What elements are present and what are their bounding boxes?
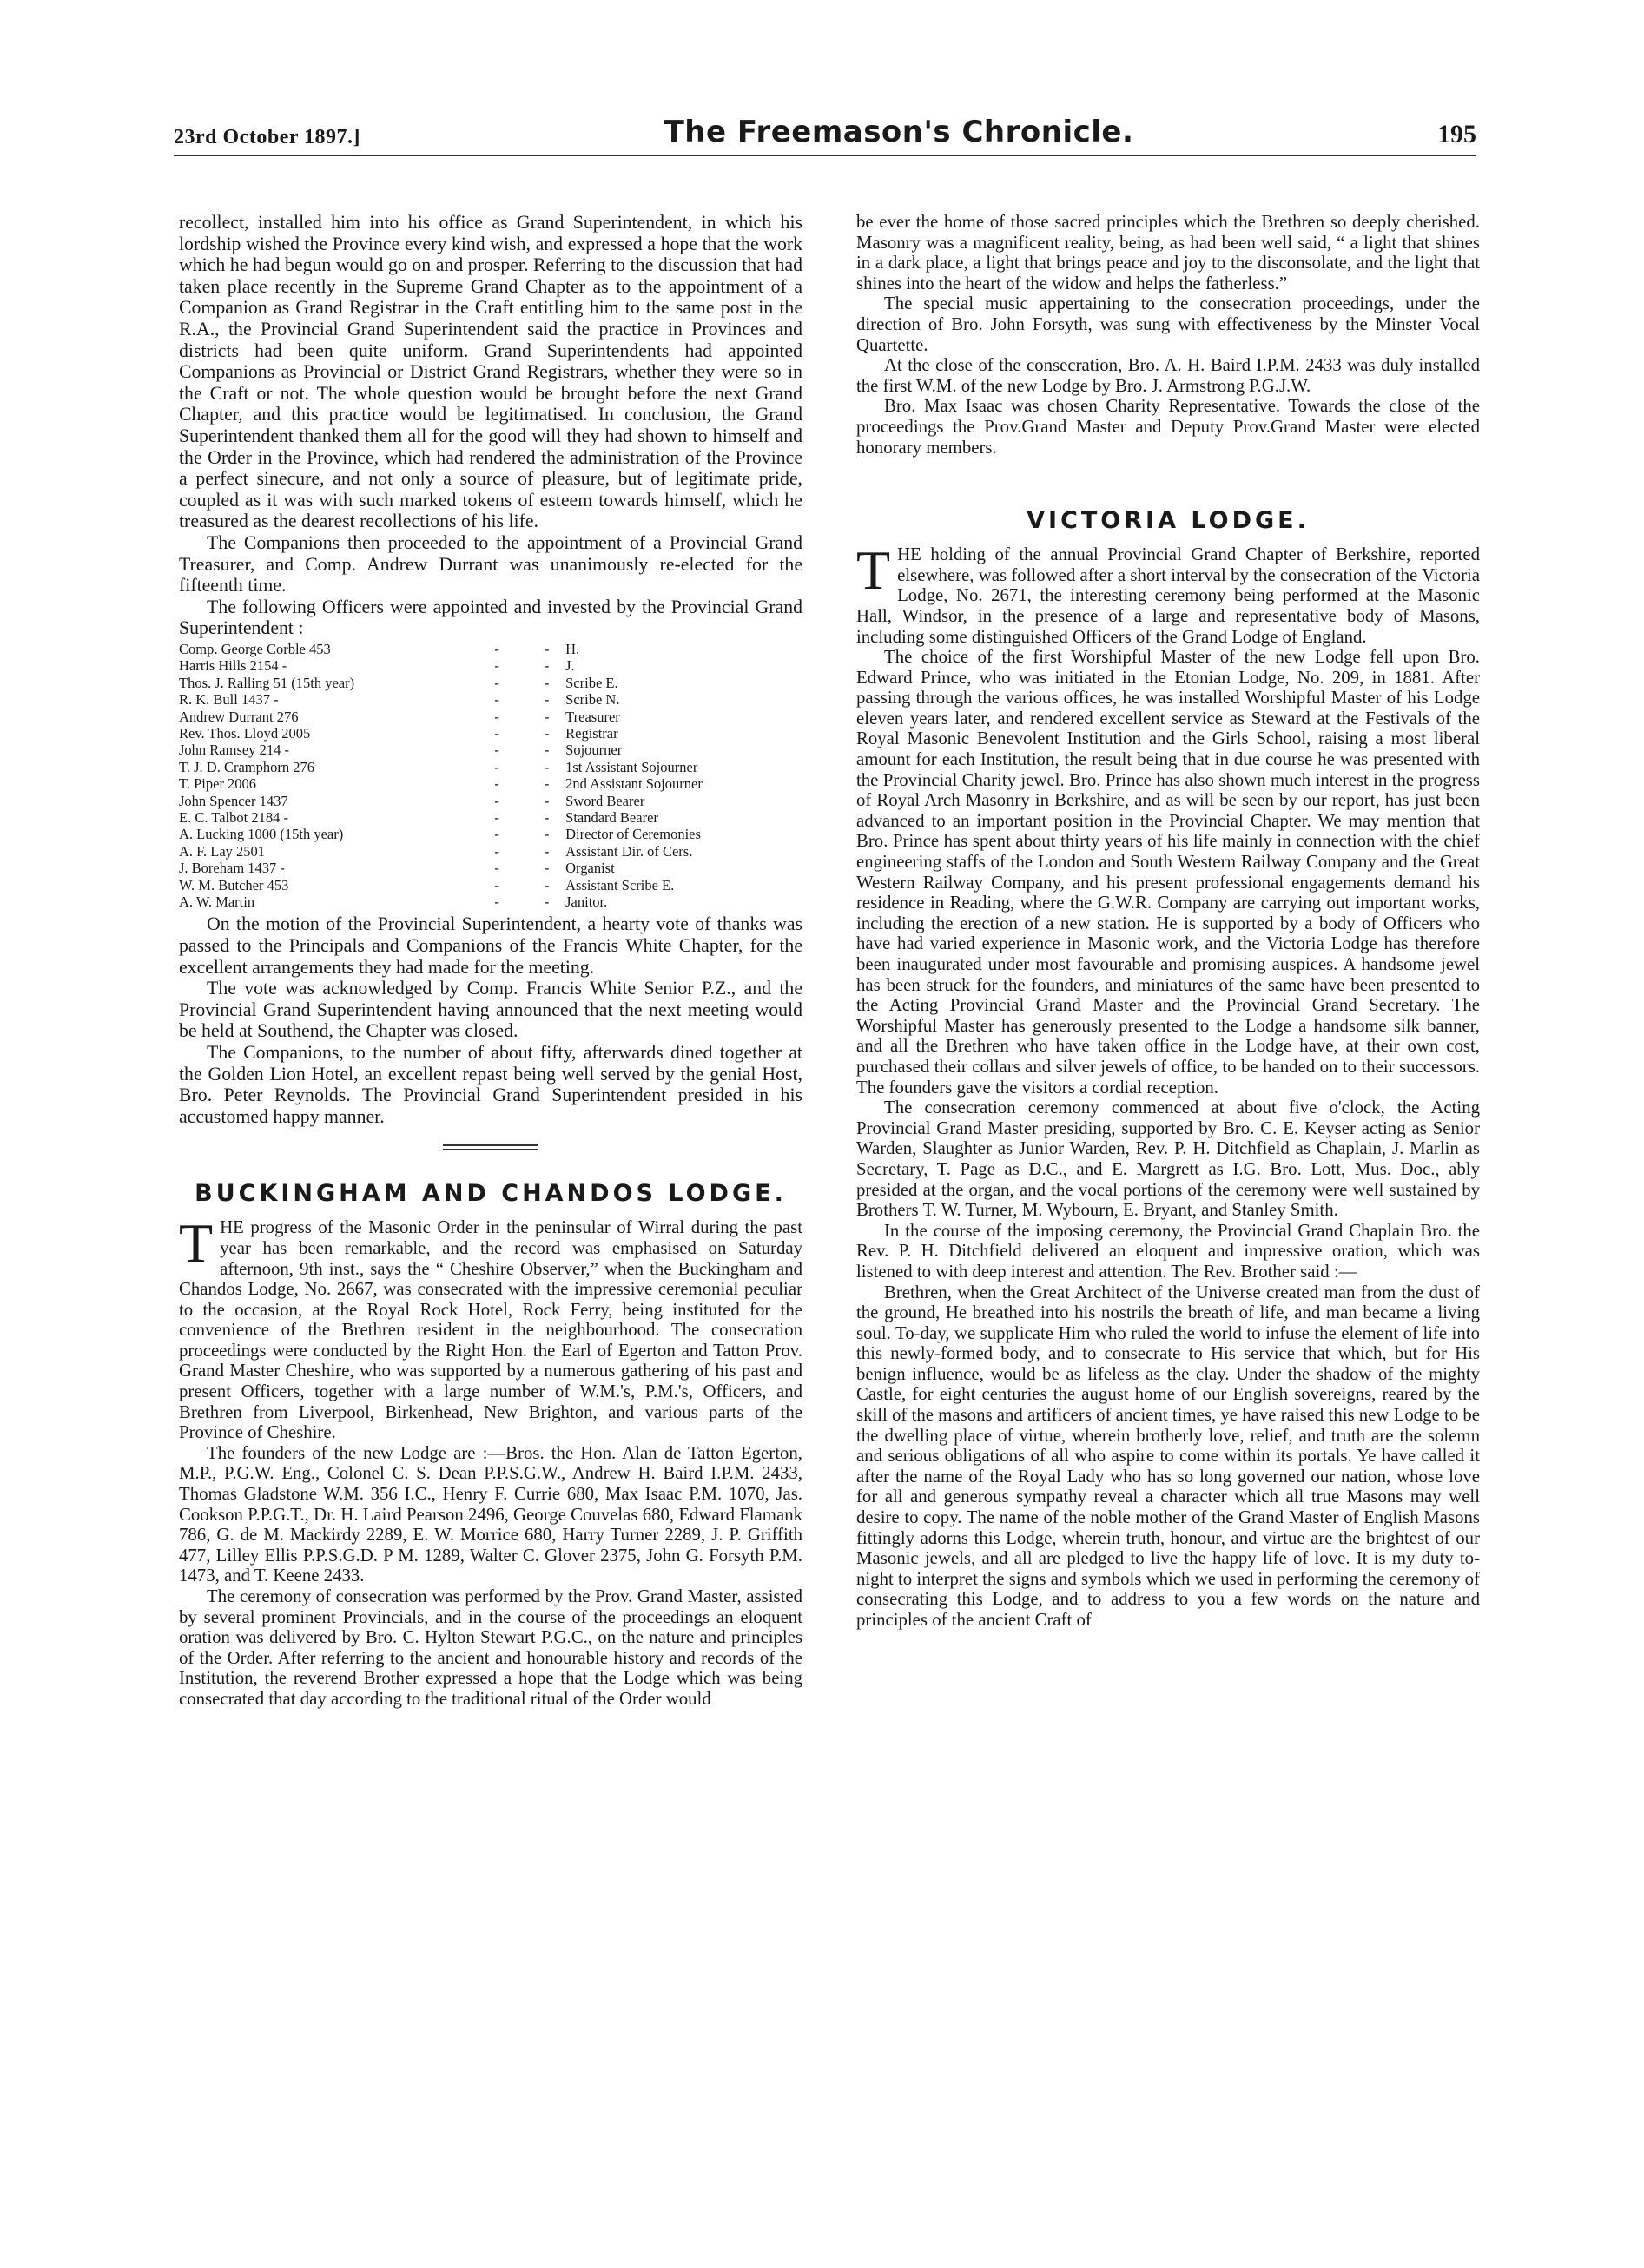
officer-office: Janitor. [565, 893, 608, 910]
officer-name: E. C. Talbot 2184 - [179, 808, 288, 826]
officer-leader: - [544, 640, 550, 657]
officer-leader: - [494, 842, 499, 860]
article-paragraph: The choice of the first Worshipful Master of the new Lodge fell upon Bro. Edward Prince, who was initiated in the Etonian Lodge, No. 209, in 1881. After passing through the various offices, he was installed Worshipful Master of his Lodge eleven years later, and rendered excellent service as Steward at the Festivals of the Royal Masonic Benevolent Institution and the Girls School, raising a most liberal amount for each Institution, the result being that in due course he was presented with the Provincial Charity jewel. Bro. Prince has also shown much interest in the progress of Royal Arch Masonry in Berkshire, and as will be seen by our report, has just been advanced to an important position in the Provincial Chapter. We may mention that Bro. Prince has spent about thirty years of his life mainly in connection with the chief engineering staffs of the London and South Western Railway Company and the Great Western Railway Company, and his present professional engagements demand his residence in Reading, where the G.W.R. Company are carrying out important works, including the erection of a new station. He is supported by a body of Officers who have had varied experience in Masonic work, and the Victoria Lodge has therefore been inaugurated under most favourable and promising auspices. A handsome jewel has been struck for the founders, and miniatures of the same have been presented to the Acting Provincial Grand Master and the Provincial Grand Secretary. The Worshipful Master has generously presented to the Lodge a handsome silk banner, and all the Brethren who have taken office in the Lodge have, at their own cost, purchased their collars and silver jewels of office, to be handed on to their successors. The founders gave the visitors a cordial reception. [856, 647, 1480, 1098]
officer-name: A. F. Lay 2501 [179, 842, 266, 860]
issue-date: 23rd October 1897.] [174, 126, 361, 148]
masthead-title: The Freemason's Chronicle. [664, 115, 1134, 149]
officer-leader: - [544, 860, 550, 877]
officer-leader: - [544, 674, 550, 691]
officer-office: Standard Bearer [565, 808, 658, 826]
article-paragraph: At the close of the consecration, Bro. A. H. Baird I.P.M. 2433 was duly installed the first W.M. of the new Lodge by Bro. J. Armstrong P.G.J.W. [856, 355, 1480, 396]
officer-office: Sojourner [565, 742, 623, 759]
page-number: 195 [1436, 120, 1476, 148]
officer-leader: - [494, 674, 499, 691]
officer-name: T. J. D. Cramphorn 276 [179, 758, 314, 775]
officer-name: Thos. J. Ralling 51 (15th year) [179, 674, 355, 691]
officer-row [179, 893, 802, 910]
officer-row [179, 691, 802, 708]
officer-name: W. M. Butcher 453 [179, 876, 289, 893]
article-paragraph: THE progress of the Masonic Order in the peninsular of Wirral during the past year has been remarkable, and the record was emphasised on Saturday afternoon, 9th inst., says the “ Cheshire Observer,” when the Buckingham and Chandos Lodge, No. 2667, was consecrated with the impressive ceremonial peculiar to the occasion, at the Royal Rock Hotel, Rock Ferry, being instituted for the convenience of the Brethren resident in the neighbourhood. The consecration proceedings were conducted by the Right Hon. the Earl of Egerton and Tatton Prov. Grand Master Cheshire, who was supported by a numerous gathering of his past and present Officers, together with a large number of W.M.'s, P.M.'s, Officers, and Brethren from Liverpool, Birkenhead, New Brighton, and various parts of the Province of Cheshire. [179, 1212, 802, 1443]
officer-leader: - [494, 876, 499, 893]
section-heading-victoria: VICTORIA LODGE. [1027, 507, 1310, 535]
officer-row [179, 793, 802, 809]
section-heading-buckingham: BUCKINGHAM AND CHANDOS LODGE. [195, 1180, 787, 1208]
officers-table [179, 641, 802, 911]
officer-name: A. W. Martin [179, 893, 255, 910]
officer-leader: - [494, 792, 499, 809]
officer-row [179, 759, 802, 775]
article-paragraph: On the motion of the Provincial Superintendent, a hearty vote of thanks was passed to the Principals and Companions of the Francis White Chapter, for the excellent arrangements they had made for the meeting. [179, 913, 802, 978]
officer-leader: - [494, 808, 499, 826]
officer-leader: - [544, 742, 550, 759]
officer-leader: - [544, 876, 550, 893]
officer-leader: - [544, 893, 550, 910]
officer-name: Andrew Durrant 276 [179, 708, 299, 725]
officer-office: Scribe N. [565, 691, 620, 709]
officer-row [179, 843, 802, 860]
officer-office: 1st Assistant Sojourner [565, 758, 698, 775]
drop-cap: T [179, 1212, 214, 1275]
officer-row [179, 742, 802, 758]
article-paragraph: recollect, installed him into his office as Grand Superintendent, in which his lordship wished the Province every kind wish, and expressed a hope that the work which he had begun would go on and prosper. Referring to the discussion that had taken place recently in the Supreme Grand Chapter as to the appointment of a Companion as Grand Registrar in the Craft entitling him to the same post in the R.A., the Provincial Grand Superintendent said the practice in Provinces and districts had been quite uniform. Grand Superintendents had appointed Companions as Provincial or District Grand Registrars, whether they were so in the Craft or not. The whole question would be brought before the next Grand Chapter, and this practice would be legitimatised. In conclusion, the Grand Superintendent thanked them all for the good will they had shown to himself and the Order in the Province, which had rendered the administration of the Province a perfect sinecure, and not only a source of pleasure, but of legitimate pride, coupled as it was with such marked tokens of esteem towards himself, which he treasured as the dearest recollections of his life. [179, 212, 802, 532]
article-paragraph: The Companions then proceeded to the appointment of a Provincial Grand Treasurer, and Comp. Andrew Durrant was unanimously re-elected for the fifteenth time. [179, 531, 802, 597]
officer-name: Comp. George Corble 453 [179, 640, 331, 657]
article-paragraph: Bro. Max Isaac was chosen Charity Representative. Towards the close of the proceedings the Prov.Grand Master and Deputy Prov.Grand Master were elected honorary members. [856, 396, 1480, 458]
officer-office: Organist [565, 860, 615, 877]
article-paragraph: The founders of the new Lodge are :—Bros. the Hon. Alan de Tatton Egerton, M.P., P.G.W. Eng., Colonel C. S. Dean P.P.S.G.W., Andrew H. Baird I.P.M. 2433, Thomas Gladstone W.M. 356 I.C., Henry F. Currie 680, Max Isaac P.M. 1070, Jas. Cookson P.P.G.T., Dr. H. Laird Pearson 2496, George Couvelas 680, Edward Flamank 786, G. de M. Mackirdy 2289, E. W. Morrice 680, Harry Turner 2289, J. P. Griffith 477, Lilley Ellis P.P.S.G.D. P M. 1289, Walter C. Glover 2375, John G. Forsyth P.M. 1473, and T. Keene 2433. [179, 1442, 802, 1586]
officer-office: Assistant Scribe E. [565, 876, 675, 893]
officer-leader: - [494, 657, 499, 675]
officer-name: Rev. Thos. Lloyd 2005 [179, 724, 311, 742]
officer-row [179, 725, 802, 742]
left-column [179, 212, 802, 1710]
officer-name: T. Piper 2006 [179, 775, 257, 793]
article-paragraph: The consecration ceremony commenced at about five o'clock, the Acting Provincial Grand Master presiding, supported by Bro. C. E. Keyser acting as Senior Warden, Slaughter as Junior Warden, Rev. P. H. Ditchfield as Chaplain, J. Marlin as Secretary, T. Page as D.C., and E. Margrett as I.G. Bro. Lott, Mus. Doc., ably presided at the organ, and the vocal portions of the ceremony were well sustained by Brothers T. W. Turner, M. Wybourn, E. Bryant, and Stanley Smith. [856, 1098, 1480, 1221]
officer-row [179, 657, 802, 674]
officer-leader: - [494, 775, 499, 793]
officer-office: H. [565, 640, 580, 657]
officer-office: Registrar [565, 724, 618, 742]
officer-row [179, 675, 802, 691]
officer-row [179, 860, 802, 876]
officer-row [179, 775, 802, 792]
article-paragraph: The vote was acknowledged by Comp. Francis White Senior P.Z., and the Provincial Grand Superintendent having announced that the next meeting would be held at Southend, the Chapter was closed. [179, 978, 802, 1042]
officer-leader: - [494, 724, 499, 742]
officer-leader: - [544, 724, 550, 742]
officer-office: Sword Bearer [565, 792, 645, 809]
officer-name: John Ramsey 214 - [179, 742, 289, 759]
officer-row [179, 709, 802, 725]
officer-name: Harris Hills 2154 - [179, 657, 287, 675]
officer-office: Director of Ceremonies [565, 826, 701, 843]
officer-leader: - [494, 758, 499, 775]
officer-row [179, 641, 802, 657]
right-column [856, 212, 1480, 1631]
officer-leader: - [494, 708, 499, 725]
officer-office: Treasurer [565, 708, 620, 725]
article-paragraph: The ceremony of consecration was performed by the Prov. Grand Master, assisted by several prominent Provincials, and in the course of the proceedings an eloquent oration was delivered by Bro. C. Hylton Stewart P.G.C., on the nature and principles of the Order. After referring to the ancient and honourable history and records of the Institution, the reverend Brother expressed a hope that the Lodge which was being consecrated that day according to the traditional ritual of the Order would [179, 1586, 802, 1709]
officer-leader: - [544, 657, 550, 675]
officer-leader: - [544, 842, 550, 860]
officer-leader: - [544, 775, 550, 793]
officer-office: Assistant Dir. of Cers. [565, 842, 693, 860]
article-paragraph: The following Officers were appointed and invested by the Provincial Grand Superintendent : [179, 596, 802, 639]
officer-leader: - [544, 792, 550, 809]
article-paragraph: The special music appertaining to the consecration proceedings, under the direction of Bro. John Forsyth, was sung with effectiveness by the Minster Vocal Quartette. [856, 293, 1480, 355]
article-paragraph: The Companions, to the number of about fifty, afterwards dined together at the Golden Lion Hotel, an excellent repast being well served by the genial Host, Bro. Peter Reynolds. The Provincial Grand Superintendent presided in his accustomed happy manner. [179, 1041, 802, 1127]
officer-leader: - [494, 691, 499, 709]
article-paragraph: In the course of the imposing ceremony, the Provincial Grand Chaplain Bro. the Rev. P. H. Ditchfield delivered an eloquent and impressive oration, which was listened to with deep interest and attention. The Rev. Brother said :— [856, 1220, 1480, 1282]
officer-leader: - [494, 860, 499, 877]
officer-name: John Spencer 1437 [179, 792, 288, 809]
officer-office: 2nd Assistant Sojourner [565, 775, 703, 793]
article-paragraph: be ever the home of those sacred principles which the Brethren so deeply cherished. Masonry was a magnificent reality, being, as had been well said, “ a light that shines in a dark place, a light that brings peace and joy to the disconsolate, and the light that shines into the heart of the widow and helps the fatherless.” [856, 212, 1480, 293]
officer-office: Scribe E. [565, 674, 618, 691]
drop-cap: T [856, 539, 891, 602]
officer-name: J. Boreham 1437 - [179, 860, 285, 877]
officer-row [179, 809, 802, 826]
officer-leader: - [494, 893, 499, 910]
officer-leader: - [544, 808, 550, 826]
officer-leader: - [494, 826, 499, 843]
officer-leader: - [544, 758, 550, 775]
officer-office: J. [565, 657, 575, 675]
article-paragraph: Brethren, when the Great Architect of the Universe created man from the dust of the ground, He breathed into his nostrils the breath of life, and man became a living soul. To-day, we supplicate Him who ruled the world to infuse the element of life into this newly-formed body, and to consecrate to His service that which, but for His benign influence, would be as lifeless as the clay. Under the shadow of the mighty Castle, for eight centuries the august home of our English sovereigns, reared by the skill of the masons and artificers of ancient times, ye have raised this new Lodge to be the dwelling place of virtue, wherein brotherly love, relief, and truth are the solemn and serious obligations of all who aspire to come within its portals. Ye have called it after the name of the Royal Lady who has so long governed our nation, whose love for all and generous sympathy reveal a character which all true Masons may well desire to copy. The name of the noble mother of the Grand Master of English Masons fittingly adorns this Lodge, wherein truth, honour, and virtue are the brightest of our Masonic jewels, and all are pledged to live the happy life of love. It is my duty to-night to interpret the signs and symbols which we used in performing the ceremony of consecrating this Lodge, and to address to you a few words on the nature and principles of the ancient Craft of [856, 1282, 1480, 1630]
officer-leader: - [544, 708, 550, 725]
officer-row [179, 877, 802, 893]
article-paragraph: THE holding of the annual Provincial Grand Chapter of Berkshire, reported elsewhere, was followed after a short interval by the consecration of the Victoria Lodge, No. 2671, the interesting ceremony being performed at the Masonic Hall, Windsor, in the presence of a large and representative body of Masons, including some distinguished Officers of the Grand Lodge of England. [856, 539, 1480, 647]
officer-leader: - [544, 691, 550, 709]
officer-name: R. K. Bull 1437 - [179, 691, 279, 709]
officer-leader: - [494, 742, 499, 759]
officer-name: A. Lucking 1000 (15th year) [179, 826, 344, 843]
page-header [174, 115, 1476, 149]
officer-row [179, 826, 802, 842]
officer-leader: - [544, 826, 550, 843]
header-rule [174, 155, 1476, 156]
officer-leader: - [494, 640, 499, 657]
